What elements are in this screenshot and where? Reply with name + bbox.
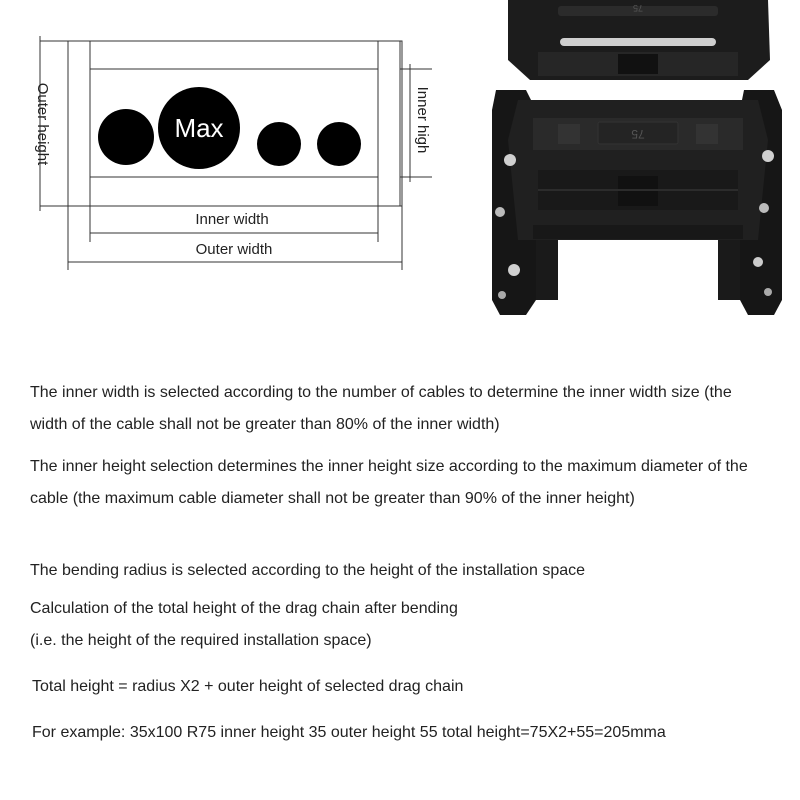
inner-width-label: Inner width: [195, 211, 269, 228]
max-label: Max: [174, 113, 224, 143]
left-side-plate: [68, 41, 90, 206]
cable-circle-small-2: [257, 122, 301, 166]
cross-section-diagram: [0, 0, 460, 290]
paragraph-inner-height: The inner height selection determines the inner height size according to the maximum diameter of the cable (the maximum cable diameter shall not be greater than 90% of the inner height): [30, 458, 748, 507]
paragraph-total-height-formula: Total height = radius X2 + outer height of selected drag chain: [32, 678, 464, 695]
link-gap: [560, 38, 716, 46]
outer-width-label: Outer width: [195, 241, 273, 258]
link-marking: 75: [631, 127, 645, 141]
link-marking-top: 75: [632, 3, 644, 13]
drag-chain-photo: [478, 0, 800, 320]
right-side-plate: [378, 41, 400, 206]
paragraph-inner-width: The inner width is selected according to the number of cables to determine the inner width size (the width of the cable shall not be greater than 80% of the inner width): [30, 384, 732, 433]
inner-high-label: Inner high: [414, 86, 431, 154]
paragraph-bending-radius: The bending radius is selected according to the height of the installation space: [30, 562, 586, 579]
paragraph-installation-space: (i.e. the height of the required installation space): [30, 632, 372, 649]
paragraph-example: For example: 35x100 R75 inner height 35 outer height 55 total height=75X2+55=205mma: [32, 724, 666, 741]
cable-circle-small-1: [98, 109, 154, 165]
outer-height-label: Outer height: [34, 82, 51, 166]
cable-circle-small-3: [317, 122, 361, 166]
paragraph-total-height-calc: Calculation of the total height of the drag chain after bending: [30, 600, 458, 617]
